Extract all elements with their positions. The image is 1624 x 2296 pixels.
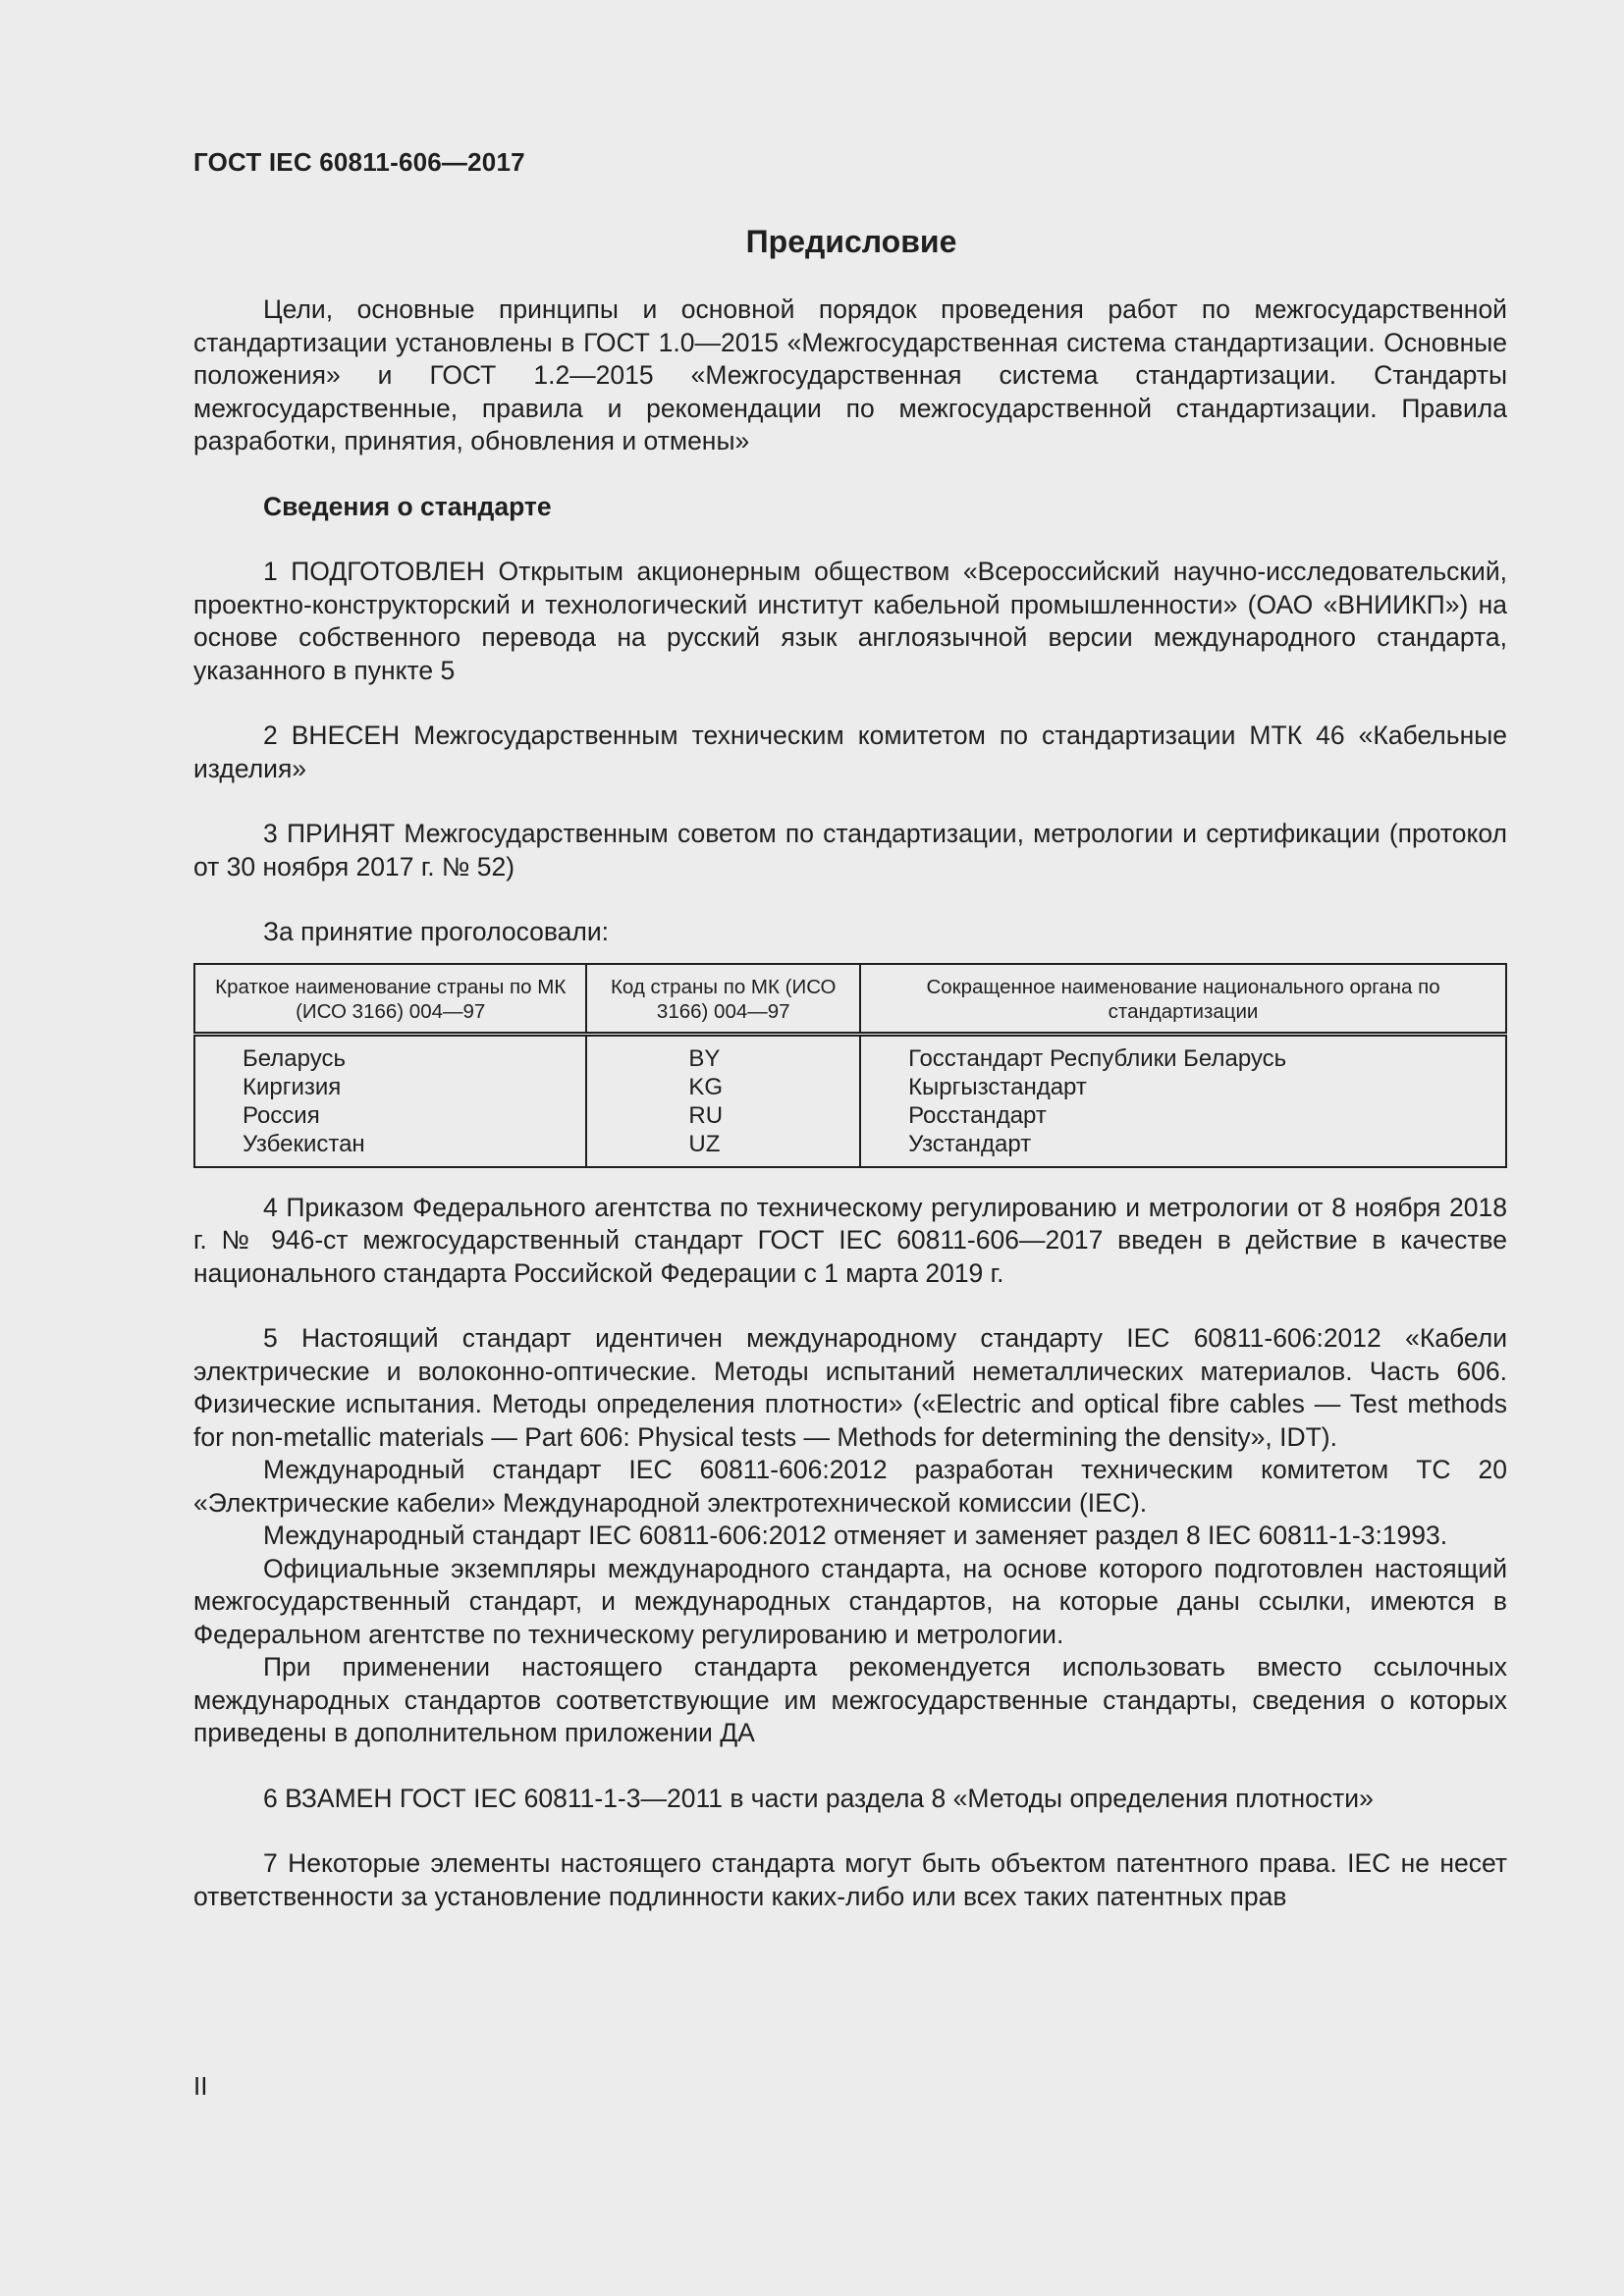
code-cell: KG: [688, 1073, 724, 1100]
item-5-paragraph: Официальные экземпляры международного стандарта, на основе которого подготовлен настоящий межгосударственный стандарт, и международных стандартов, на которые даны ссылки, имеются в Федеральном агентстве по техническому регулированию и метрологии.: [193, 1553, 1507, 1649]
item-5-paragraph: Международный стандарт IEC 60811-606:2012 разработан техническим комитетом ТС 20 «Электрические кабели» Международной электротехнической комиссии (IEC).: [193, 1455, 1507, 1518]
standards-body-cell: Кыргызстандарт: [908, 1073, 1087, 1100]
country-cell: Киргизия: [243, 1073, 342, 1100]
item-5: 5 Настоящий стандарт идентичен международному стандарту IEC 60811-606:2012 «Кабели электрические и волоконно-оптические. Методы испытаний неметаллических материалов. Часть 606. Физические испытания. Методы определения плотности» («Electric and optical fibre cables — Test methods for non-metallic materials — Part 606: Physical tests — Methods for determining the density», IDT).: [193, 1323, 1507, 1452]
vote-intro: За принятие проголосовали:: [263, 917, 610, 946]
item-5-paragraph: Международный стандарт IEC 60811-606:2012 отменяет и заменяет раздел 8 IEC 60811-1-3:1993.: [263, 1521, 1448, 1550]
standards-body-cell: Узстандарт: [908, 1130, 1032, 1157]
info-heading: Сведения о стандарте: [263, 491, 552, 521]
intro-paragraph: Цели, основные принципы и основной порядок проведения работ по межгосударственной стандартизации установлены в ГОСТ 1.0—2015 «Межгосударственная система стандартизации. Основные положения» и ГОСТ 1.2—2015 «Межгосударственная система стандартизации. Стандарты межгосударственные, правила и рекомендации по межгосударственной стандартизации. Правила разработки, принятия, обновления и отмены»: [193, 294, 1507, 455]
item-1: 1 ПОДГОТОВЛЕН Открытым акционерным обществом «Всероссийский научно-исследовательский, проектно-конструкторский и технологический институт кабельной промышленности» (ОАО «ВНИИКП») на основе собственного перевода на русский язык англоязычной версии международного стандарта, указанного в пункте 5: [193, 557, 1507, 685]
item-6: 6 ВЗАМЕН ГОСТ IEC 60811-1-3—2011 в части раздела 8 «Методы определения плотности»: [263, 1783, 1374, 1813]
voting-table: [193, 963, 1507, 1168]
page-number: II: [193, 2071, 208, 2101]
code-cell: BY: [688, 1044, 721, 1072]
country-cell: Россия: [243, 1101, 320, 1129]
document-body: [193, 294, 1507, 1913]
item-2: 2 ВНЕСЕН Межгосударственным техническим комитетом по стандартизации МТК 46 «Кабельные изделия»: [193, 721, 1507, 783]
table-row: [194, 1034, 1506, 1167]
item-7: 7 Некоторые элементы настоящего стандарта могут быть объектом патентного права. IEC не несет ответственности за установление подлинности каких-либо или всех таких патентных прав: [193, 1848, 1507, 1911]
country-cell: Узбекистан: [243, 1130, 365, 1157]
item-3: 3 ПРИНЯТ Межгосударственным советом по стандартизации, метрологии и сертификации (протокол от 30 ноября 2017 г. № 52): [193, 819, 1507, 881]
code-cell: UZ: [688, 1130, 721, 1157]
header-country-name: Краткое наименование страны по МК (ИСО 3166) 004—97: [194, 964, 586, 1035]
code-column: [586, 1034, 860, 1167]
document-header: ГОСТ IEC 60811-606—2017: [193, 147, 525, 177]
header-country-code: Код страны по МК (ИСО 3166) 004—97: [586, 964, 860, 1035]
body-column: [860, 1034, 1506, 1167]
item-4: 4 Приказом Федерального агентства по техническому регулированию и метрологии от 8 ноября 2018 г. № 946-ст межгосударственный стандарт ГОСТ IEC 60811-606—2017 введен в действие в качестве национального стандарта Российской Федерации с 1 марта 2019 г.: [193, 1192, 1507, 1288]
country-cell: Беларусь: [243, 1044, 346, 1072]
country-column: [194, 1034, 586, 1167]
code-cell: RU: [688, 1101, 724, 1129]
standards-body-cell: Росстандарт: [908, 1101, 1047, 1129]
table-header-row: [194, 964, 1506, 1035]
header-standards-body: Сокращенное наименование национального органа по стандартизации: [860, 964, 1506, 1035]
page-title: Предисловие: [745, 224, 957, 259]
standards-body-cell: Госстандарт Республики Беларусь: [908, 1044, 1287, 1072]
item-5-paragraph: При применении настоящего стандарта рекомендуется использовать вместо ссылочных международных стандартов соответствующие им межгосударственные стандарты, сведения о которых приведены в дополнительном приложении ДА: [193, 1652, 1507, 1747]
